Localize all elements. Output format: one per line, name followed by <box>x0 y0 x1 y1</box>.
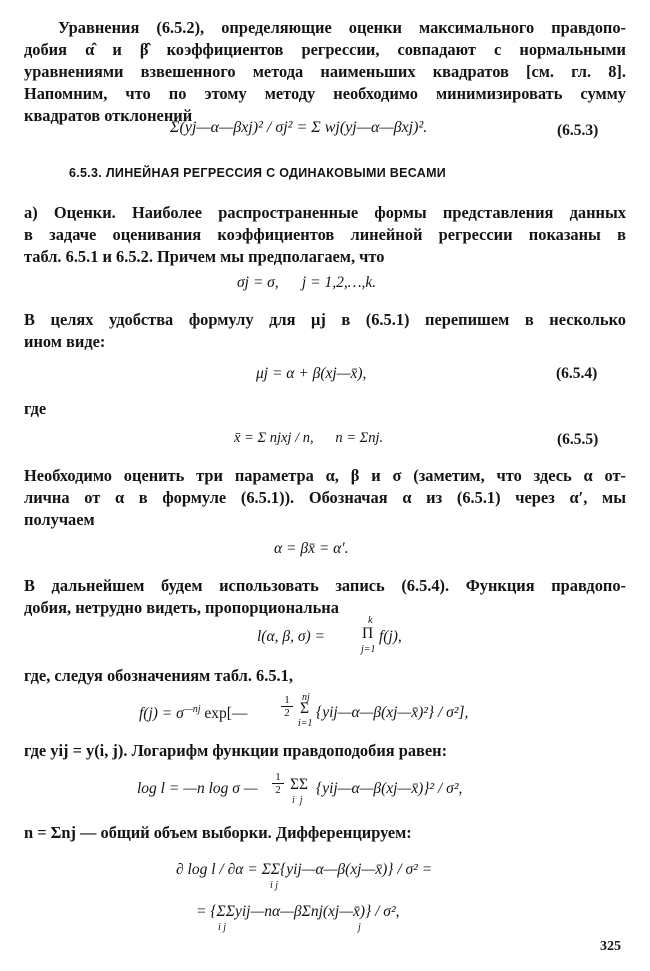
fraction-one-half-log <box>272 771 284 796</box>
product-lower-limit: j=1 <box>361 644 376 655</box>
equation-number-6-5-3: (6.5.3) <box>557 122 599 139</box>
equation-derivative-1: ∂ log l / ∂α = ΣΣ{yij—α—β(xj—x̄)} / σ² = <box>176 861 433 878</box>
product-symbol: Π <box>362 625 374 642</box>
double-sum-symbol: ΣΣ <box>290 776 309 793</box>
text-line: табл. 6.5.1 и 6.5.2. Причем мы предполагаем, что <box>24 247 385 266</box>
equation-log-lhs: log l = —n log σ — <box>137 780 258 797</box>
paragraph-likelihood <box>24 575 626 619</box>
equation-number-6-5-5: (6.5.5) <box>557 431 599 448</box>
fraction-denominator: 2 <box>275 784 281 796</box>
equation-alpha: α = βx̄ = α′. <box>274 540 349 557</box>
text-line: квадратов отклонений <box>24 106 193 125</box>
text-line: добия, нетрудно видеть, пропорциональна <box>24 598 339 617</box>
fj-rhs: {yij—α—β(xj—x̄)²} / σ²], <box>316 704 469 721</box>
product-upper-limit: k <box>368 615 373 626</box>
equation-6-5-3: Σ(yj—α—βxj)² / σj² = Σ wj(yj—α—βxj)². <box>170 119 428 136</box>
text-line: В дальнейшем будем использовать запись (6.5.4). Функция правдопо- <box>24 576 626 595</box>
text-line: ином виде: <box>24 332 106 351</box>
paragraph-ml-estimates <box>24 17 626 127</box>
fraction-one-half <box>281 694 293 719</box>
text-line: уравнениями взвешенного метода наименьших квадратов [см. гл. 8]. <box>24 62 626 81</box>
equation-log-rhs: {yij—α—β(xj—x̄)}² / σ², <box>316 780 463 797</box>
word-where: где <box>24 399 47 418</box>
equation-likelihood-rhs: f(j), <box>379 628 402 645</box>
page-number: 325 <box>600 939 621 954</box>
paragraph-estimates <box>24 202 626 268</box>
equation-derivative-2: = {ΣΣyij—nα—βΣnj(xj—x̄)} / σ², <box>196 903 400 920</box>
text-total-sample: n = Σnj — общий объем выборки. Дифференцируем: <box>24 823 412 842</box>
paragraph-rewrite <box>24 309 626 353</box>
text-line: получаем <box>24 510 95 529</box>
equation-likelihood-lhs: l(α, β, σ) = <box>257 628 325 645</box>
derivative-2-index-j: j <box>358 922 361 933</box>
equation-6-5-5: x̄ = Σ njxj / n, n = Σnj. <box>234 430 384 446</box>
derivative-2-indices: i j <box>218 922 227 933</box>
text-where-table: где, следуя обозначениям табл. 6.5.1, <box>24 666 293 685</box>
text-log-likelihood: где yij = y(i, j). Логарифм функции правдоподобия равен: <box>24 741 448 760</box>
double-sum-indices: i j <box>292 795 303 806</box>
text-line: в задаче оценивания коэффициентов линейной регрессии показаны в <box>24 225 626 244</box>
equation-fj <box>139 704 247 723</box>
equation-sigma-equal: σj = σ, j = 1,2,…,k. <box>237 274 377 291</box>
fj-lhs: f(j) = σ <box>139 705 184 723</box>
paragraph-three-parameters <box>24 465 626 531</box>
sum-upper-limit: nj <box>302 692 310 703</box>
sum-lower-limit: i=1 <box>298 718 313 729</box>
text-line: Необходимо оценить три параметра α, β и σ (заметим, что здесь α от- <box>24 466 626 485</box>
fraction-denominator: 2 <box>284 707 290 719</box>
fj-exp: exp[— <box>200 705 248 723</box>
text-line: Напомним, что по этому методу необходимо минимизировать сумму <box>24 84 626 103</box>
text-line: а) Оценки. Наиболее распространенные формы представления данных <box>24 203 626 222</box>
equation-6-5-4: μj = α + β(xj—x̄), <box>256 365 367 382</box>
derivative-1-indices: i j <box>270 880 279 891</box>
fraction-numerator: 1 <box>272 771 284 784</box>
equation-number-6-5-4: (6.5.4) <box>556 365 598 382</box>
fj-exponent: —nj <box>183 704 201 715</box>
section-heading: 6.5.3. ЛИНЕЙНАЯ РЕГРЕССИЯ С ОДИНАКОВЫМИ ВЕСАМИ <box>69 166 447 180</box>
sum-symbol: Σ <box>300 700 310 717</box>
fraction-numerator: 1 <box>281 694 293 707</box>
text-line: лична от α в формуле (6.5.1)). Обозначая α из (6.5.1) через α′, мы <box>24 488 626 507</box>
text-line: В целях удобства формулу для μj в (6.5.1) перепишем в несколько <box>24 310 626 329</box>
text-line: Уравнения (6.5.2), определяющие оценки максимального правдопо- <box>58 18 626 37</box>
text-line: добия α̂ и β̂ коэффициентов регрессии, совпадают с нормальными <box>24 40 626 59</box>
